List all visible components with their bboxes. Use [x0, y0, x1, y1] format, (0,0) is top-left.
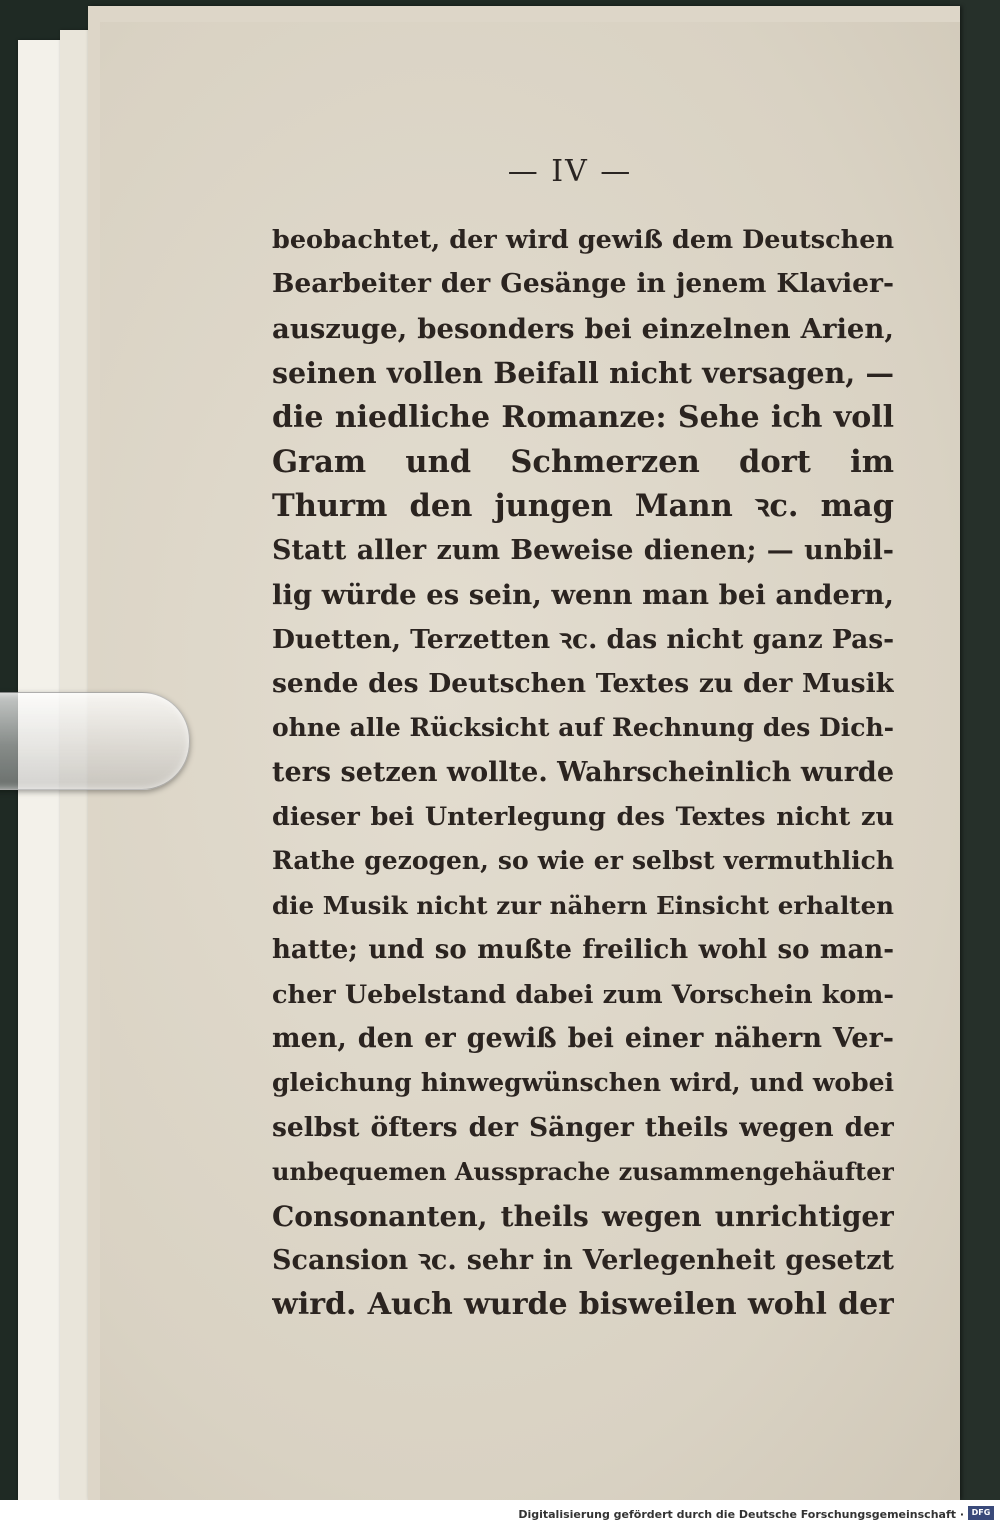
text-line: hatte; und so mußte freilich wohl so man-	[272, 935, 894, 966]
text-line: sende des Deutschen Textes zu der Musik	[272, 667, 894, 699]
text-line: auszuge, besonders bei einzelnen Arien,	[272, 312, 894, 345]
page-clip	[0, 692, 190, 790]
body-text	[272, 218, 894, 1328]
text-line: lig würde es sein, wenn man bei andern,	[272, 579, 894, 612]
text-line: wird. Auch wurde bisweilen wohl der	[272, 1287, 894, 1323]
text-line: Scansion ꝛc. sehr in Verlegenheit gesetzt	[272, 1244, 894, 1276]
text-line: beobachtet, der wird gewiß dem Deutschen	[272, 225, 894, 255]
funding-credit: Digitalisierung gefördert durch die Deutsche Forschungsgemeinschaft ·	[518, 1508, 964, 1521]
text-line: Duetten, Terzetten ꝛc. das nicht ganz Pas-	[272, 623, 894, 655]
text-line: gleichung hinwegwünschen wird, und wobei	[272, 1068, 894, 1098]
text-line: Thurm den jungen Mann ꝛc. mag	[272, 488, 894, 525]
text-line: Gram und Schmerzen dort im	[272, 443, 894, 480]
text-line: Rathe gezogen, so wie er selbst vermuthlich	[272, 846, 894, 876]
text-line: die Musik nicht zur nähern Einsicht erhalten	[272, 890, 894, 920]
text-line: Consonanten, theils wegen unrichtiger	[272, 1199, 894, 1233]
dfg-logo-icon: DFG	[968, 1506, 994, 1520]
text-line: ohne alle Rücksicht auf Rechnung des Dich-	[272, 713, 894, 743]
text-line: cher Uebelstand dabei zum Vorschein kom-	[272, 979, 894, 1010]
text-line: Bearbeiter der Gesänge in jenem Klavier-	[272, 268, 894, 300]
text-line: selbst öfters der Sänger theils wegen der	[272, 1111, 894, 1143]
text-line: Statt aller zum Beweise dienen; — unbil-	[272, 534, 894, 566]
text-line: ters setzen wollte. Wahrscheinlich wurde	[272, 756, 894, 788]
text-line: unbequemen Aussprache zusammengehäufter	[272, 1157, 894, 1187]
text-line: seinen vollen Beifall nicht versagen, —	[272, 356, 894, 391]
text-line: men, den er gewiß bei einer nähern Ver-	[272, 1023, 894, 1055]
text-line: die niedliche Romanze: Sehe ich voll	[272, 399, 894, 435]
page-number: — IV —	[507, 154, 633, 189]
footer-bar	[0, 1500, 1000, 1529]
text-line: dieser bei Unterlegung des Textes nicht zu	[272, 802, 894, 833]
